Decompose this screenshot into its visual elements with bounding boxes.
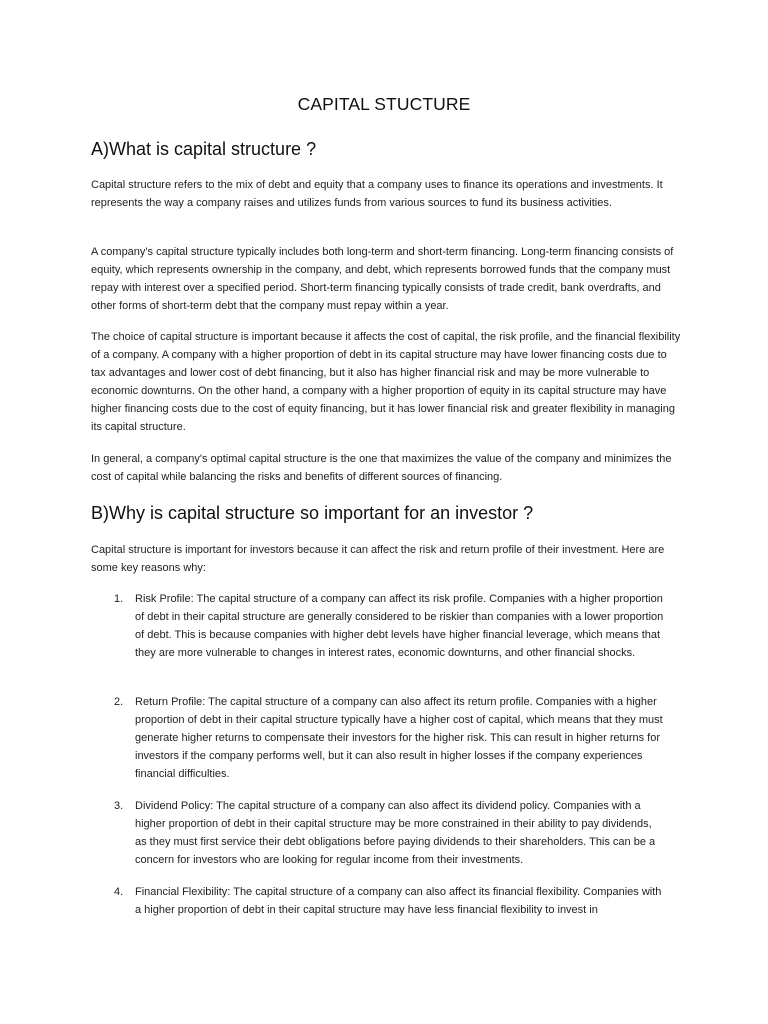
list-number: 3.: [114, 800, 124, 812]
list-item-text: Dividend Policy: The capital structure of a company can also affect its dividend policy. Companies with a higher proportion of debt in their capital structure may be more constrained in their ability to pay dividends, as they must first service their debt obligations before paying dividends to their shareholders. This can be a concern for investors who are looking for regular income from their investments.: [135, 800, 656, 866]
section-a-paragraph: The choice of capital structure is important because it affects the cost of capital, the risk profile, and the financial flexibility of a company. A company with a higher proportion of debt in its capital structure may have lower financing costs due to tax advantages and lower cost of debt financing, but it also has higher financial risk and may be more vulnerable to economic downturns. On the other hand, a company with a higher proportion of equity in its capital structure may have higher financing costs due to the cost of equity financing, but it has lower financial risk and greater flexibility in managing its capital structure.: [91, 331, 681, 433]
section-a-paragraph: A company's capital structure typically includes both long-term and short-term financing. Long-term financing consists of equity, which represents ownership in the company, and debt, which represents borrowed funds that the company must repay with interest over a specified period. Short-term financing typically consists of trade credit, bank overdrafts, and other forms of short-term debt that the company must repay within a year.: [91, 246, 674, 312]
list-number: 4.: [114, 886, 124, 898]
list-number: 2.: [114, 696, 124, 708]
section-b-heading: B)Why is capital structure so important for an investor ?: [91, 503, 534, 523]
section-a-paragraph: In general, a company's optimal capital structure is the one that maximizes the value of the company and minimizes the cost of capital while balancing the risks and benefits of different sources of financing.: [91, 453, 672, 483]
section-a-heading: A)What is capital structure ?: [91, 139, 317, 159]
section-a-paragraph: Capital structure refers to the mix of debt and equity that a company uses to finance its operations and investments. It represents the way a company raises and utilizes funds from various sources to fund its business activities.: [91, 179, 663, 209]
list-item-text: Risk Profile: The capital structure of a company can affect its risk profile. Companies with a higher proportion of debt in their capital structure are generally considered to be riskier than companies with a lower proportion of debt. This is because companies with higher debt levels have higher financial leverage, which means that they are more vulnerable to changes in interest rates, economic downturns, and other financial shocks.: [135, 593, 664, 659]
list-item-text: Financial Flexibility: The capital structure of a company can also affect its financial flexibility. Companies with a higher proportion of debt in their capital structure may have less financial flexibility to invest in: [135, 886, 662, 916]
list-number: 1.: [114, 593, 124, 605]
section-b-intro: Capital structure is important for investors because it can affect the risk and return profile of their investment. Here are some key reasons why:: [91, 544, 665, 574]
list-item-text: Return Profile: The capital structure of a company can also affect its return profile. Companies with a higher proportion of debt in their capital structure typically have a higher cost of capital, which means that they must generate higher returns to compensate their investors for the higher risk. This can result in higher returns for investors if the company performs well, but it can also result in higher losses if the company experiences financial difficulties.: [135, 696, 663, 780]
page-title: CAPITAL STUCTURE: [297, 94, 471, 114]
